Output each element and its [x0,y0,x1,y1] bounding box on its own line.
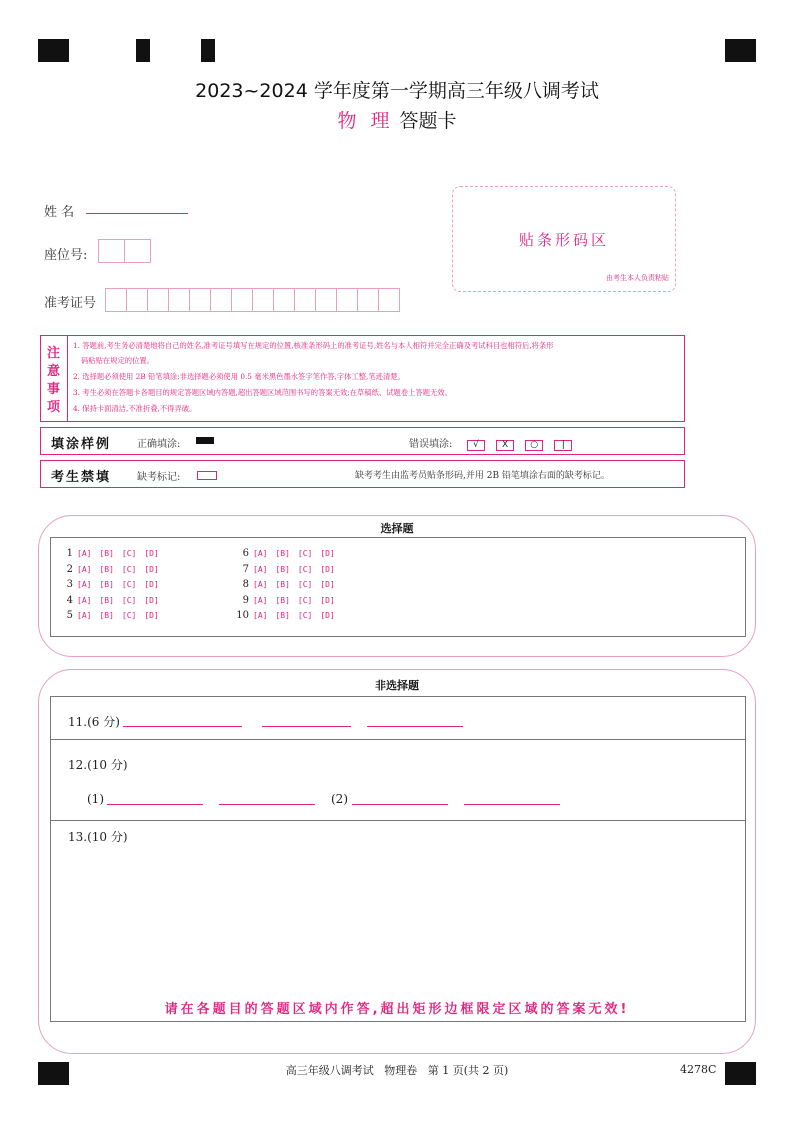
question-number: 8 [242,579,249,590]
choice-option-bubble[interactable]: [C] [121,549,137,558]
registration-mark [201,39,215,62]
choice-row [59,564,167,575]
sheet-code: 4278C [680,1063,717,1076]
notice-line: 1. 答题前,考生务必清楚地将自己的姓名,准考证号填写在规定的位置,核准条形码上的准考证号,姓名与本人相符并完全正确及考试科目也相符后,将条形 [73,341,554,350]
notice-line: 4. 保持卡面清洁,不准折叠,不得弄破。 [73,404,197,413]
wrong-fill-label: 错误填涂: [409,439,453,450]
choice-option-bubble[interactable]: [C] [297,611,313,620]
choice-row [235,595,343,606]
wrong-fill-samples [461,435,572,454]
choice-option-bubble[interactable]: [D] [144,611,159,620]
correct-fill-label: 正确填涂: [137,439,181,450]
nonchoice-answer-box [50,696,746,1022]
notice-heading: 注 意 事 项 [41,336,68,421]
q11-answer-line[interactable] [262,711,351,727]
choice-option-bubble[interactable]: [A] [77,611,92,620]
subtitle-suffix: 答题卡 [399,110,457,132]
question-number: 9 [242,594,249,606]
wrong-fill-sample: X [496,440,514,451]
choice-option-bubble[interactable]: [B] [99,549,114,558]
q12-answer-line[interactable] [219,789,315,805]
q11-answer-line[interactable] [367,711,463,727]
choice-row [59,610,167,621]
choice-option-bubble[interactable]: [A] [253,549,268,558]
choice-option-bubble[interactable]: [D] [320,595,335,605]
choice-option-bubble[interactable]: [D] [320,580,335,589]
absent-label: 缺考标记: [137,472,181,483]
name-label: 姓 名 [44,205,75,220]
page-footer: 高三年级八调考试 物理卷 第 1 页(共 2 页) [285,1064,509,1077]
choice-option-bubble[interactable]: [B] [99,611,114,620]
q12-answer-line[interactable] [464,789,560,805]
absent-note: 缺考考生由监考员贴条形码,并用 2B 铅笔填涂右面的缺考标记。 [355,471,610,481]
question-11-label: 11.(6 分) [68,715,120,729]
q11-answer-line[interactable] [123,711,242,727]
choice-option-bubble[interactable]: [D] [144,564,159,574]
nonchoice-section [38,669,756,1054]
choice-row [59,548,167,559]
choice-option-bubble[interactable]: [A] [253,564,268,574]
choice-option-bubble[interactable]: [A] [253,580,268,589]
choice-option-bubble[interactable]: [B] [99,580,114,589]
choice-option-bubble[interactable]: [C] [121,595,137,605]
question-number: 1 [66,548,73,559]
choice-option-bubble[interactable]: [A] [77,564,92,574]
fill-sample-bar [40,427,685,455]
choice-option-bubble[interactable]: [C] [297,564,313,574]
correct-fill-sample [196,437,214,444]
boundary-warning: 请在各题目的答题区域内作答,超出矩形边框限定区域的答案无效! [164,1002,630,1017]
question-number: 10 [236,610,249,621]
choice-option-bubble[interactable]: [B] [99,564,114,574]
q12-answer-line[interactable] [107,789,203,805]
choice-option-bubble[interactable]: [C] [297,580,313,589]
page-title: 2023~2024 学年度第一学期高三年级八调考试 [195,80,599,102]
page-subtitle [0,106,794,133]
fill-sample-title: 填涂样例 [51,437,112,452]
barcode-title: 贴条形码区 [518,231,609,249]
choice-option-bubble[interactable]: [A] [253,611,268,620]
q12-part2-label: (2) [331,792,348,806]
wrong-fill-sample: ○ [525,440,543,451]
choice-option-bubble[interactable]: [D] [320,611,335,620]
choice-row [59,579,167,590]
choice-option-bubble[interactable]: [B] [275,595,290,605]
choice-option-bubble[interactable]: [A] [77,595,92,605]
choice-row [235,579,343,590]
choice-row [235,564,343,575]
q12-answer-line[interactable] [352,789,448,805]
choice-option-bubble[interactable]: [C] [297,549,313,558]
exam-id-label: 准考证号 [44,296,97,311]
choice-option-bubble[interactable]: [C] [121,611,137,620]
choice-option-bubble[interactable]: [C] [297,595,313,605]
choice-option-bubble[interactable]: [B] [275,564,290,574]
notice-line: 3. 考生必须在答题卡各题目的规定答题区域内答题,超出答题区域范围书写的答案无效;在草稿纸、试题卷上答题无效。 [73,388,452,397]
seat-label: 座位号: [44,248,88,263]
choice-option-bubble[interactable]: [D] [320,549,335,558]
barcode-area [452,186,676,292]
choice-answer-box [50,537,746,637]
choice-row [59,595,167,606]
choice-section [38,515,756,657]
choice-option-bubble[interactable]: [A] [77,580,92,589]
choice-option-bubble[interactable]: [B] [275,580,290,589]
barcode-note: 由考生本人负责粘贴 [606,274,669,282]
choice-row [235,610,343,621]
notice-box [40,335,685,422]
choice-option-bubble[interactable]: [D] [144,595,159,605]
registration-mark [136,39,150,62]
wrong-fill-sample: | [554,440,572,451]
choice-option-bubble[interactable]: [D] [320,564,335,574]
registration-mark [38,39,69,62]
divider [51,820,745,821]
seat-number-boxes[interactable] [98,239,150,263]
choice-row [235,548,343,559]
question-number: 6 [242,548,249,559]
choice-title: 选择题 [380,522,414,535]
choice-option-bubble[interactable]: [D] [144,549,159,558]
absent-mark-box[interactable] [197,471,217,480]
choice-option-bubble[interactable]: [B] [99,595,114,605]
divider [51,739,745,740]
q12-part1-label: (1) [87,792,104,806]
q13-answer-area[interactable] [51,837,745,1019]
choice-option-bubble[interactable]: [B] [275,611,290,620]
choice-option-bubble[interactable]: [D] [144,580,159,589]
prohibited-bar [40,460,685,488]
registration-mark [725,39,756,62]
choice-option-bubble[interactable]: [C] [121,564,137,574]
question-number: 5 [66,610,73,621]
question-number: 3 [66,579,73,590]
question-number: 2 [66,563,73,575]
wrong-fill-sample: √ [467,440,485,451]
question-13-label: 13.(10 分) [68,830,128,844]
notice-line: 码粘贴在规定的位置。 [81,356,154,365]
prohibited-title: 考生禁填 [51,470,112,485]
notice-line: 2. 选择题必须使用 2B 铅笔填涂;非选择题必须使用 0.5 毫米黑色墨水签字笔作答,字体工整,笔迹清楚。 [73,372,405,381]
choice-option-bubble[interactable]: [C] [121,580,137,589]
question-12-label: 12.(10 分) [68,758,128,772]
nonchoice-title: 非选择题 [375,679,419,692]
exam-id-boxes[interactable] [105,288,399,312]
question-number: 4 [66,594,73,606]
name-field[interactable] [86,200,188,214]
subject-label: 物 理 [337,110,394,132]
choice-option-bubble[interactable]: [A] [77,549,92,558]
question-number: 7 [242,563,249,575]
choice-option-bubble[interactable]: [B] [275,549,290,558]
choice-option-bubble[interactable]: [A] [253,595,268,605]
